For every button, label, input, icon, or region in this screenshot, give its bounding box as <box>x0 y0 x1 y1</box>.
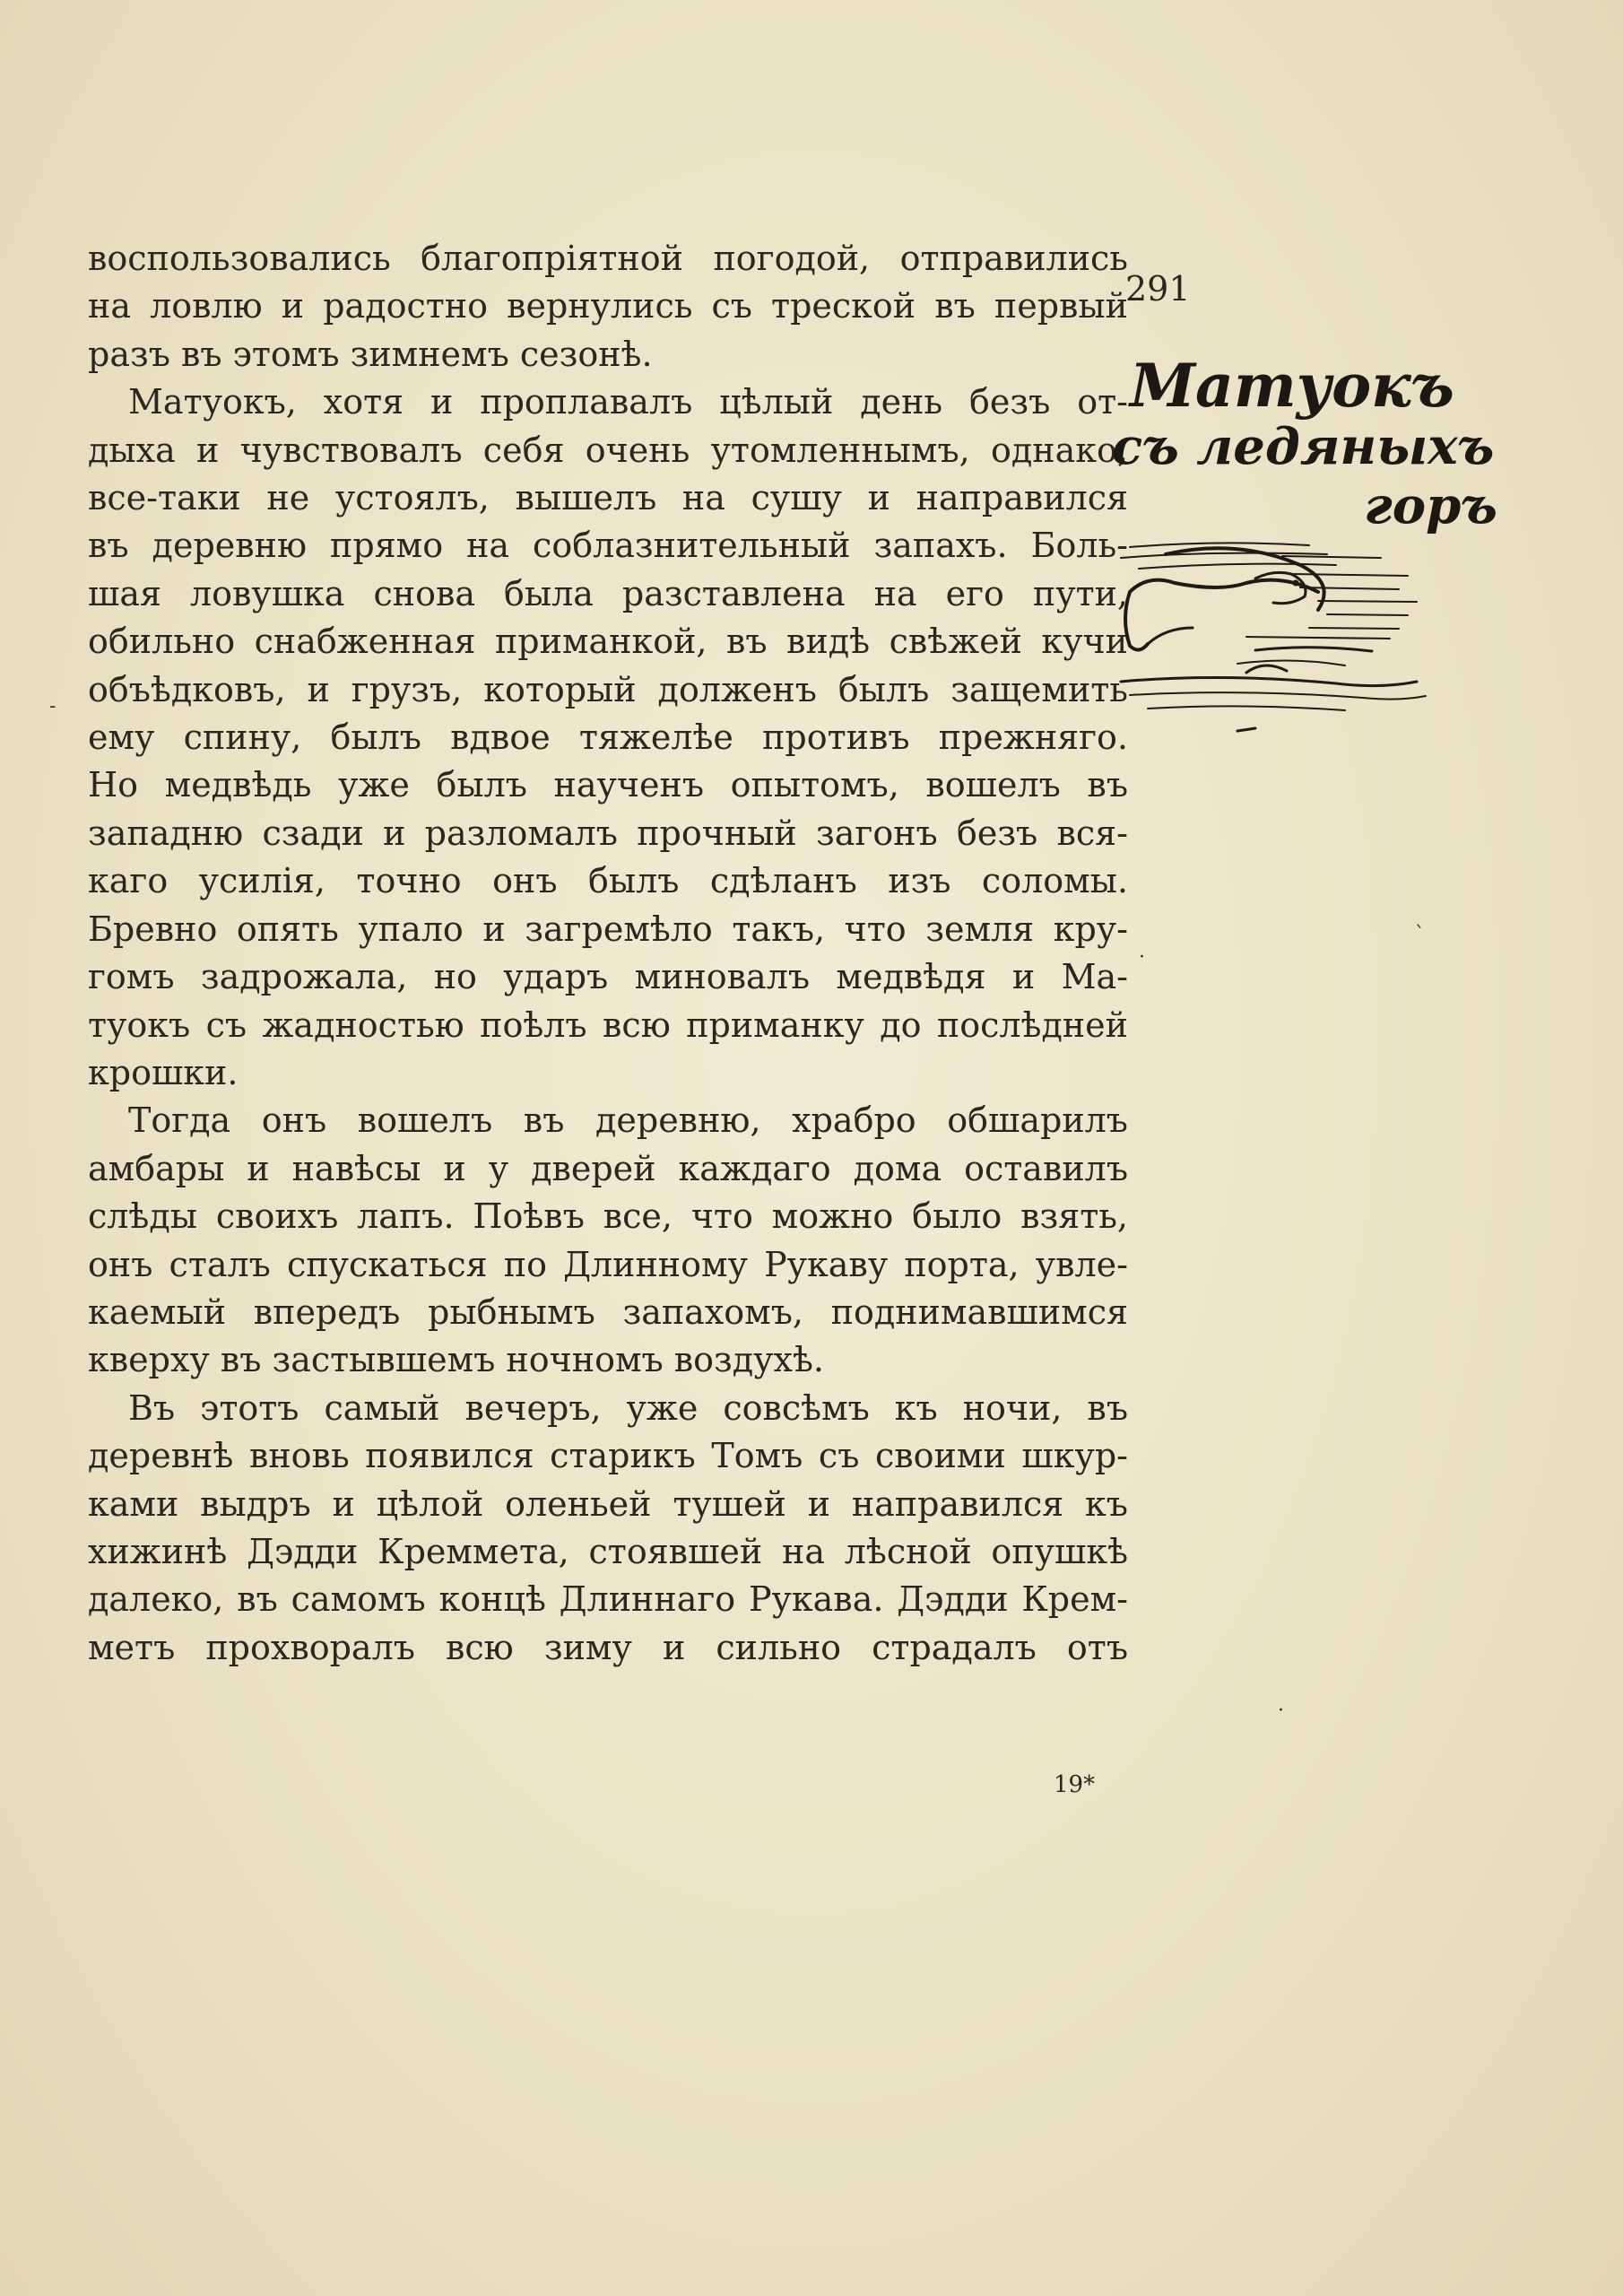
text-line: Но медвѣдь уже былъ наученъ опытомъ, вошелъ въ <box>88 765 1128 805</box>
body-text <box>88 235 1128 1672</box>
text-line: западню сзади и разломалъ прочный загонъ безъ вся- <box>88 813 1128 853</box>
text-line: Тогда онъ вошелъ въ деревню, храбро обшарилъ <box>128 1100 1128 1141</box>
text-line: хижинѣ Дэдди Креммета, стоявшей на лѣсной опушкѣ <box>88 1531 1128 1571</box>
signature-mark: 19* <box>1054 1771 1096 1798</box>
text-line: Въ этотъ самый вечеръ, уже совсѣмъ къ ночи, въ <box>128 1387 1128 1428</box>
text-line: въ деревню прямо на соблазнительный запахъ. Боль- <box>88 526 1128 566</box>
heading-line-2: съ ледяныхъ <box>1112 417 1495 476</box>
chapter-heading <box>1112 351 1497 535</box>
text-line: воспользовались благопріятной погодой, отправились <box>88 239 1128 278</box>
text-line: метъ прохворалъ всю зиму и сильно страдалъ отъ <box>88 1627 1128 1667</box>
text-line: Бревно опять упало и загремѣло такъ, что земля кру- <box>88 909 1128 949</box>
text-line: обильно снабженная приманкой, въ видѣ свѣжей кучи <box>88 622 1128 662</box>
text-line: онъ сталъ спускаться по Длинному Рукаву порта, увле- <box>88 1244 1128 1284</box>
polar-bear-swimming-icon <box>1112 538 1435 771</box>
text-line: разъ въ этомъ зимнемъ сезонѣ. <box>88 334 653 374</box>
text-line: каго усилія, точно онъ былъ сдѣланъ изъ соломы. <box>88 861 1128 901</box>
text-line: туокъ съ жадностью поѣлъ всю приманку до послѣдней <box>88 1004 1128 1045</box>
text-line: гомъ задрожала, но ударъ миновалъ медвѣдя и Ма- <box>88 957 1128 997</box>
heading-line-1: Матуокъ <box>1130 351 1454 421</box>
text-line: шая ловушка снова была разставлена на его пути, <box>88 573 1128 613</box>
text-line: объѣдковъ, и грузъ, который долженъ былъ защемить <box>88 669 1128 709</box>
page-number: 291 <box>1125 269 1191 309</box>
page-speck: · <box>1139 946 1145 969</box>
text-line: кверху въ застывшемъ ночномъ воздухѣ. <box>88 1340 824 1380</box>
text-line: деревнѣ вновь появился старикъ Томъ съ своими шкур- <box>88 1436 1128 1476</box>
text-line: слѣды своихъ лапъ. Поѣвъ все, что можно было взять, <box>88 1196 1128 1237</box>
text-line: далеко, въ самомъ концѣ Длиннаго Рукава. Дэдди Крем- <box>88 1579 1128 1620</box>
page-speck: · <box>1278 1700 1284 1722</box>
text-line: каемый впередъ рыбнымъ запахомъ, поднимавшимся <box>88 1292 1128 1332</box>
text-line: все-таки не устоялъ, вышелъ на сушу и направился <box>88 478 1128 518</box>
text-line: амбары и навѣсы и у дверей каждаго дома оставилъ <box>88 1148 1128 1188</box>
page-speck: ˋ <box>1415 924 1425 946</box>
text-line: на ловлю и радостно вернулись съ треской въ первый <box>88 286 1128 326</box>
text-line: Матуокъ, хотя и проплавалъ цѣлый день безъ от- <box>128 382 1128 422</box>
page-speck: - <box>49 695 56 718</box>
text-line: ками выдръ и цѣлой оленьей тушей и направился къ <box>88 1483 1128 1524</box>
text-line: крошки. <box>88 1052 239 1092</box>
text-line: ему спину, былъ вдвое тяжелѣе противъ прежняго. <box>88 718 1128 758</box>
text-line: дыха и чувствовалъ себя очень утомленнымъ, однако, <box>88 430 1128 470</box>
heading-line-3: горъ <box>1364 476 1497 535</box>
